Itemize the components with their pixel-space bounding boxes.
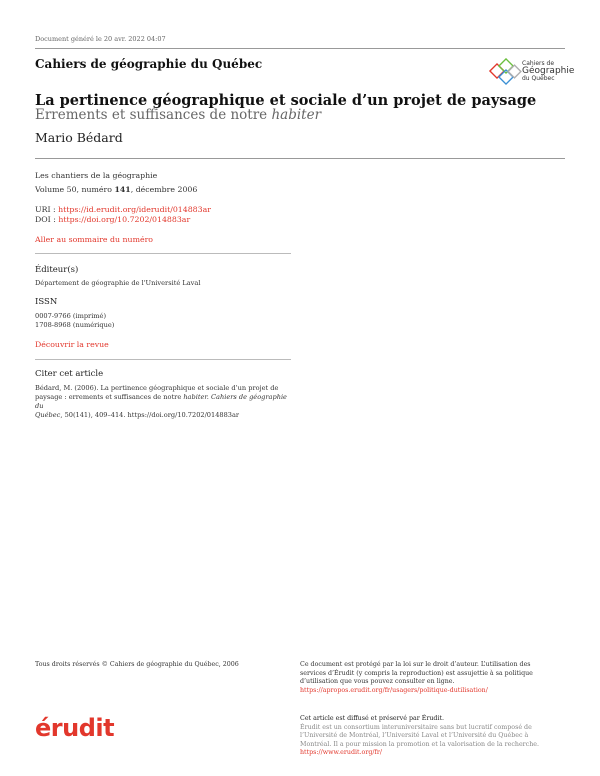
section-divider: [35, 359, 291, 360]
logo-line-2: Géographie: [522, 66, 575, 76]
citation-line-2-em: habiter. Cahiers de géographie du: [35, 393, 287, 410]
volume-suffix: , décembre 2006: [130, 185, 198, 194]
toc-link[interactable]: Aller au sommaire du numéro: [35, 235, 153, 244]
uri-link[interactable]: https://id.erudit.org/iderudit/014883ar: [58, 205, 211, 214]
citation-text: [35, 384, 295, 420]
erudit-block: [300, 715, 565, 758]
publisher-label: Éditeur(s): [35, 265, 79, 275]
volume-prefix: Volume 50, numéro: [35, 185, 115, 194]
erudit-link[interactable]: https://www.erudit.org/fr/: [300, 749, 382, 757]
citation-line-1: Bédard, M. (2006). La pertinence géographique et sociale d’un projet de: [35, 384, 279, 392]
journal-name: Cahiers de géographie du Québec: [35, 57, 263, 71]
policy-line: d’utilisation que vous pouvez consulter en ligne.: [300, 678, 455, 686]
policy-block: [300, 661, 565, 695]
erudit-line: l’Université de Montréal, l’Université Laval et l’Université du Québec à: [300, 732, 529, 740]
journal-logo: [486, 58, 575, 90]
volume-number: 141: [114, 185, 131, 194]
policy-line: Ce document est protégé par la loi sur le droit d’auteur. L’utilisation des: [300, 661, 531, 668]
cite-label: Citer cet article: [35, 369, 104, 379]
citation-line-3-em: Québec: [35, 411, 61, 419]
subtitle-emphasis: habiter: [271, 107, 322, 123]
policy-link[interactable]: https://apropos.erudit.org/fr/usagers/politique-dutilisation/: [300, 686, 488, 694]
citation-line-3: [35, 411, 295, 420]
journal-logo-icon: [486, 58, 522, 90]
erudit-logo: érudit: [35, 714, 115, 742]
policy-line: services d’Érudit (y compris la reproduction) est assujettie à sa politique: [300, 669, 533, 677]
uri-label: URI :: [35, 205, 59, 214]
issue-volume: [35, 185, 197, 194]
section-divider: [35, 253, 291, 254]
issn-label: ISSN: [35, 297, 58, 307]
doi-label: DOI :: [35, 215, 59, 224]
issn-print: 0007-9766 (imprimé): [35, 312, 107, 320]
logo-line-1: Cahiers de: [522, 60, 555, 67]
article-author: Mario Bédard: [35, 130, 123, 145]
doi-line: [35, 215, 190, 224]
citation-line-2-text: paysage : errements et suffisances de notre: [35, 393, 184, 401]
erudit-line: Montréal. Il a pour mission la promotion et la valorisation de la recherche.: [300, 740, 539, 748]
article-subtitle: [35, 107, 321, 123]
article-title: La pertinence géographique et sociale d’un projet de paysage: [35, 92, 537, 109]
citation-line-3-text: , 50(141), 409–414. https://doi.org/10.7202/014883ar: [60, 411, 240, 419]
publisher-name: Département de géographie de l'Université Laval: [35, 279, 201, 287]
logo-line-3: du Québec: [522, 75, 555, 82]
issn-digital: 1708-8968 (numérique): [35, 321, 115, 329]
issue-section: Les chantiers de la géographie: [35, 171, 158, 180]
top-divider: [35, 48, 565, 49]
doi-link[interactable]: https://doi.org/10.7202/014883ar: [58, 215, 191, 224]
discover-journal-link[interactable]: Découvrir la revue: [35, 340, 109, 349]
subtitle-main: Errements et suffisances de notre: [35, 107, 272, 123]
citation-line-2: [35, 393, 295, 411]
header-divider: [35, 158, 565, 159]
erudit-title: Cet article est diffusé et préservé par Érudit.: [300, 715, 444, 722]
generation-date: Document généré le 20 avr. 2022 04:07: [35, 35, 166, 43]
erudit-line: Érudit est un consortium interuniversitaire sans but lucratif composé de: [300, 723, 532, 731]
rights-statement: Tous droits réservés © Cahiers de géographie du Québec, 2006: [35, 661, 239, 668]
uri-line: [35, 205, 211, 214]
